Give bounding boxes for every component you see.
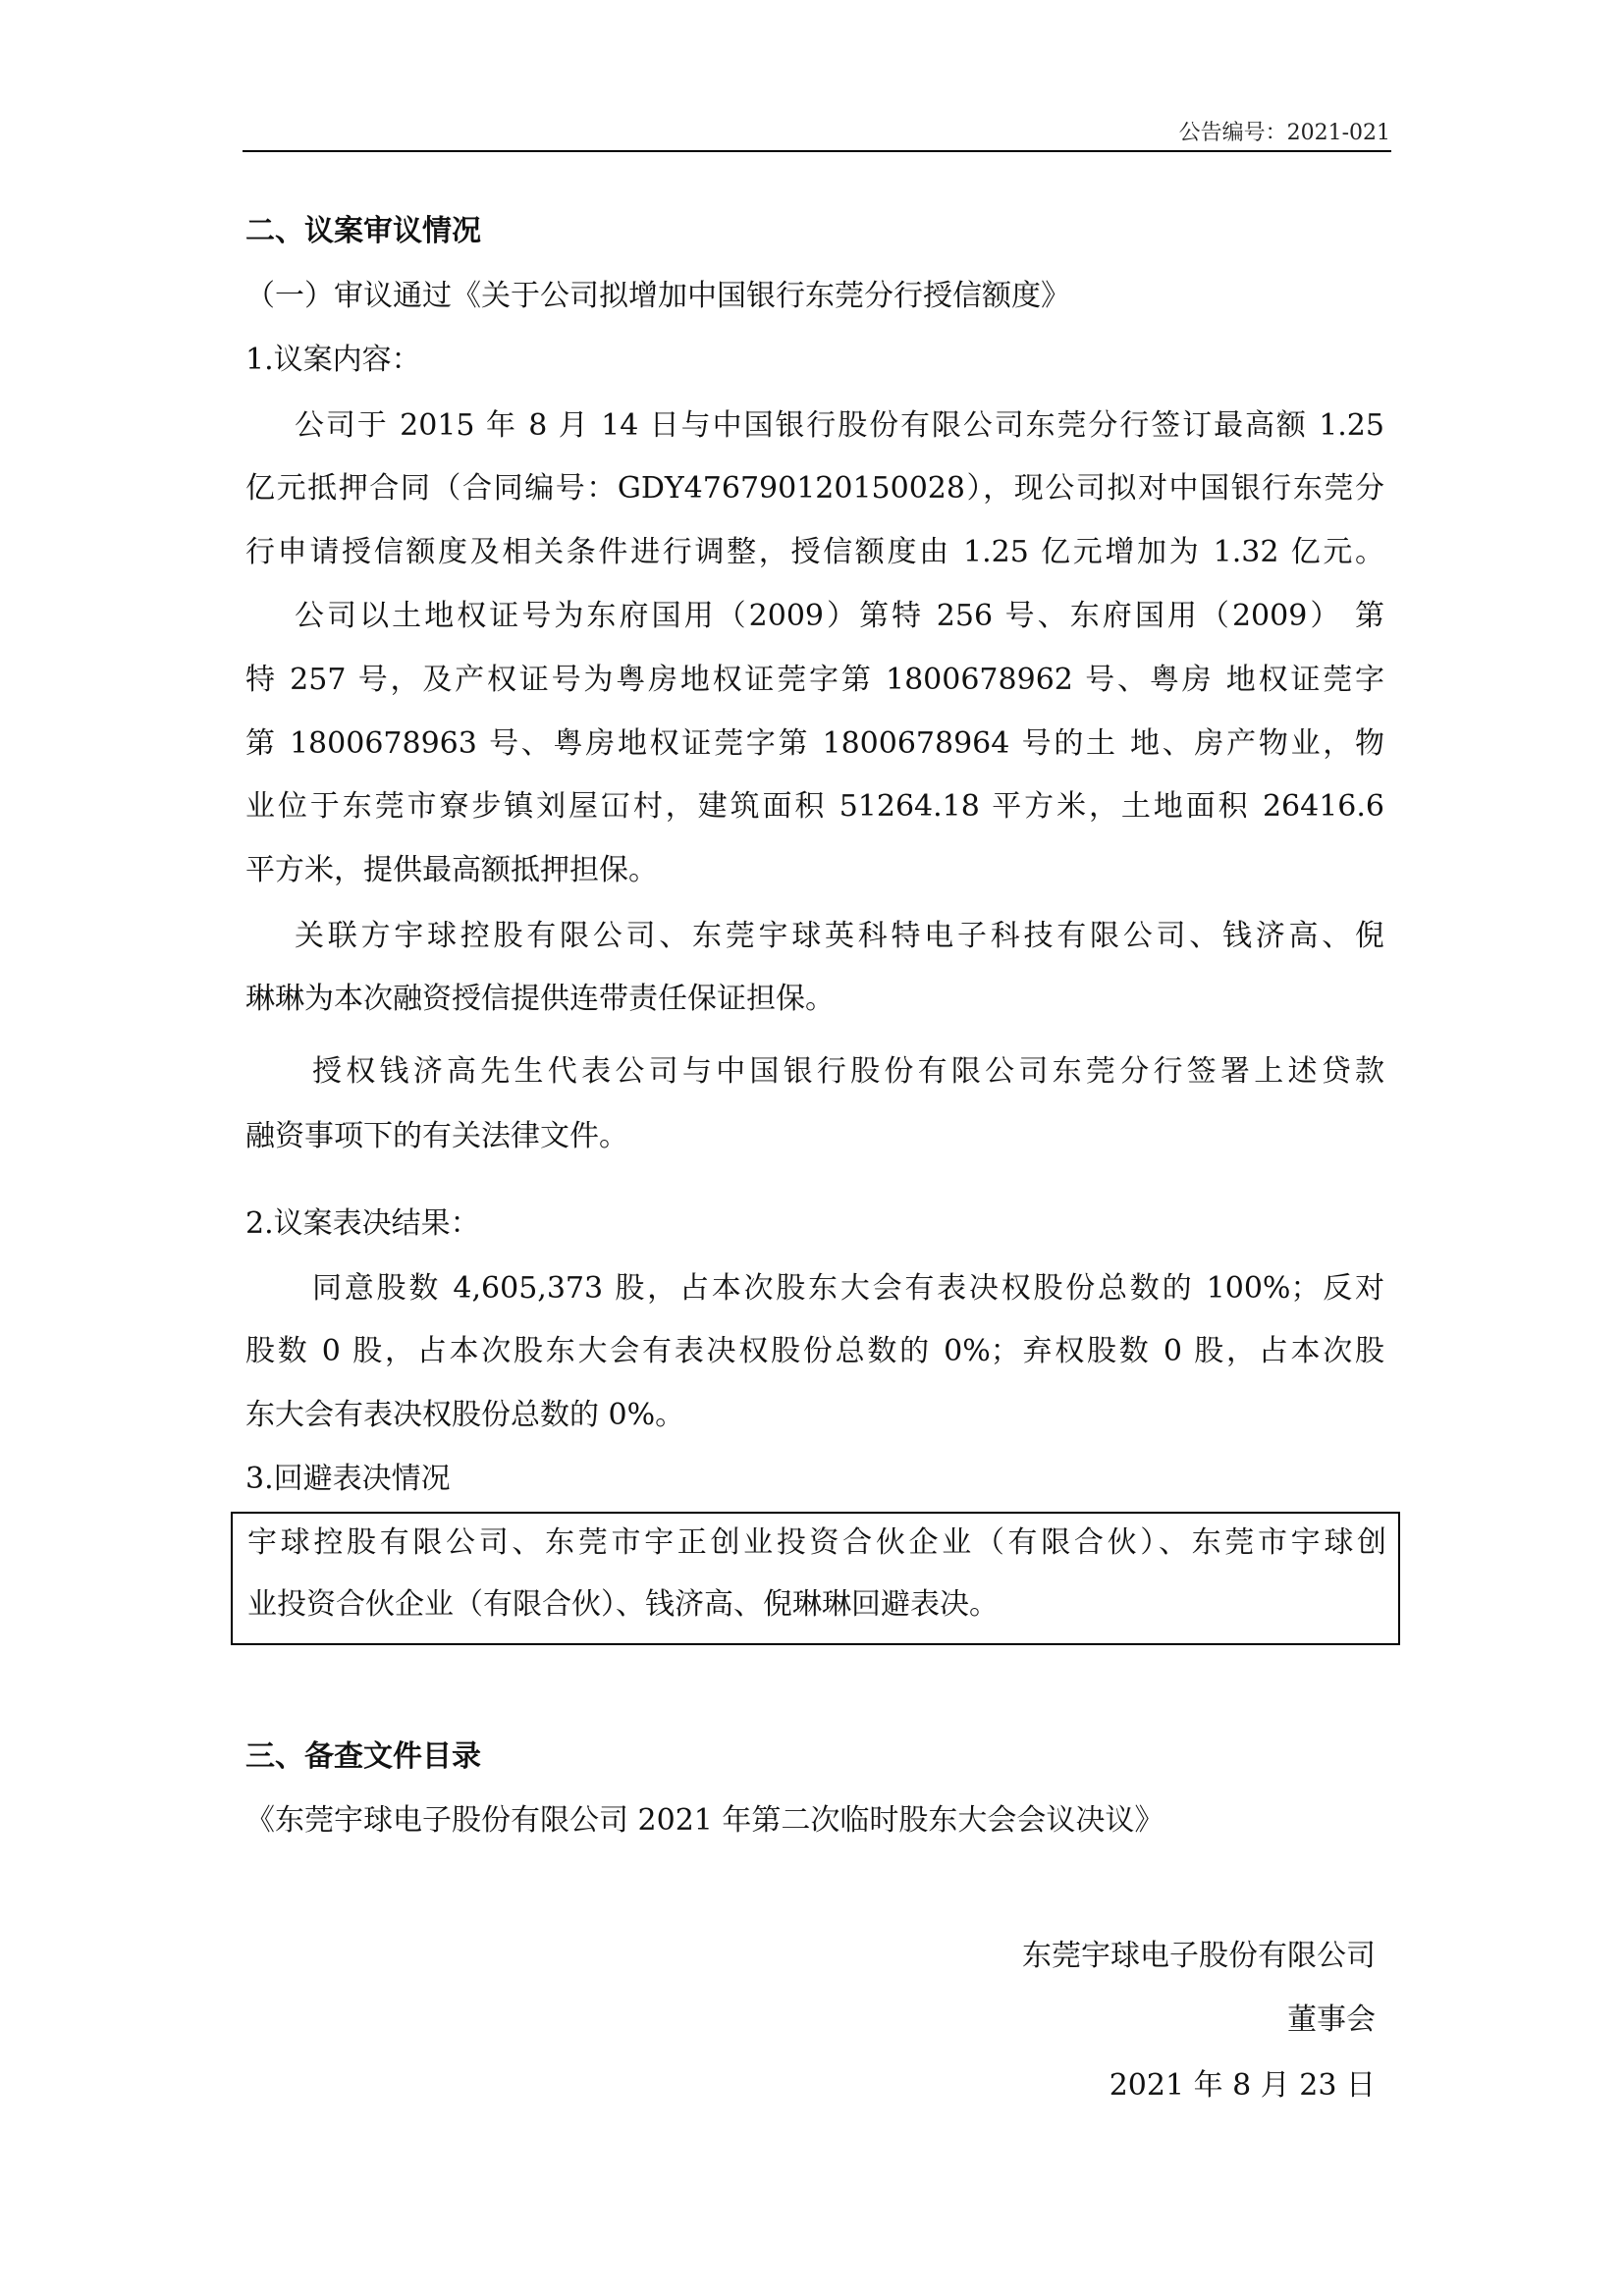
signature-board: 董事会	[1287, 2002, 1376, 2037]
p2-line-5: 平方米，提供最高额抵押担保。	[245, 853, 658, 887]
content-label: 1.议案内容：	[245, 343, 421, 377]
p4-line-2: 融资事项下的有关法律文件。	[245, 1119, 628, 1153]
p4-line-1: 授权钱济高先生代表公司与中国银行股份有限公司东莞分行签署上述贷款	[312, 1054, 1384, 1089]
result-label: 2.议案表决结果：	[245, 1206, 480, 1241]
header-divider	[243, 150, 1391, 152]
p3-line-1: 关联方宇球控股有限公司、东莞宇球英科特电子科技有限公司、钱济高、倪	[295, 919, 1384, 953]
recusal-line-2: 业投资合伙企业（有限合伙）、钱济高、倪琳琳回避表决。	[247, 1587, 999, 1622]
result-line-3: 东大会有表决权股份总数的 0%。	[245, 1398, 685, 1432]
signature-date: 2021 年 8 月 23 日	[1109, 2068, 1376, 2103]
recusal-line-1: 宇球控股有限公司、东莞市宇正创业投资合伙企业（有限合伙）、东莞市宇球创	[247, 1525, 1386, 1560]
signature-company: 东莞宇球电子股份有限公司	[1022, 1939, 1376, 1973]
p2-line-3: 第 1800678963 号、粤房地权证莞字第 1800678964 号的土 地、房产物业，物	[245, 726, 1384, 761]
p3-line-2: 琳琳为本次融资授信提供连带责任保证担保。	[245, 982, 835, 1016]
section3-heading: 三、备查文件目录	[245, 1739, 481, 1774]
recusal-label: 3.回避表决情况	[245, 1462, 451, 1496]
item1-title: （一）审议通过《关于公司拟增加中国银行东莞分行授信额度》	[245, 279, 1070, 313]
p1-line-3: 行申请授信额度及相关条件进行调整，授信额度由 1.25 亿元增加为 1.32 亿元。	[245, 535, 1384, 569]
p2-line-4: 业位于东莞市寮步镇刘屋冚村，建筑面积 51264.18 平方米，土地面积 26416.6	[245, 789, 1384, 824]
result-line-2: 股数 0 股，占本次股东大会有表决权股份总数的 0%；弃权股数 0 股，占本次股	[245, 1334, 1384, 1368]
p2-line-2: 特 257 号，及产权证号为粤房地权证莞字第 1800678962 号、粤房 地权证莞字	[245, 663, 1384, 697]
reference-document: 《东莞宇球电子股份有限公司 2021 年第二次临时股东大会会议决议》	[245, 1803, 1164, 1838]
recusal-box	[231, 1512, 1400, 1645]
p2-line-1: 公司以土地权证号为东府国用（2009）第特 256 号、东府国用（2009） 第	[295, 599, 1384, 633]
p1-line-1: 公司于 2015 年 8 月 14 日与中国银行股份有限公司东莞分行签订最高额 1.25	[295, 408, 1384, 443]
result-line-1: 同意股数 4,605,373 股，占本次股东大会有表决权股份总数的 100%；反对	[312, 1271, 1384, 1306]
section2-heading: 二、议案审议情况	[245, 214, 481, 248]
notice-number: 公告编号：2021-021	[1178, 121, 1390, 145]
p1-line-2: 亿元抵押合同（合同编号：GDY476790120150028），现公司拟对中国银行东莞分	[245, 471, 1384, 506]
